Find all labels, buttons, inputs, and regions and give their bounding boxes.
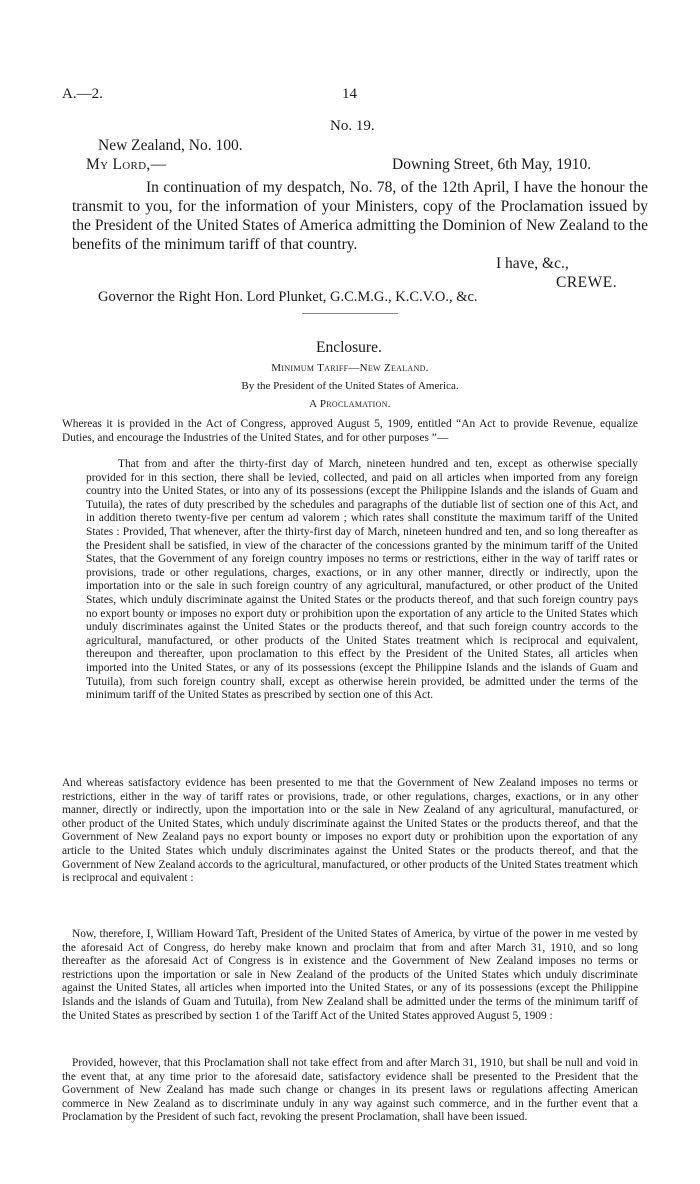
place-date: Downing Street, 6th May, 1910.	[392, 156, 592, 173]
despatch-number: No. 19.	[330, 118, 375, 134]
proclamation-paragraph: And whereas satisfactory evidence has been presented to me that the Government of New Zealand imposes no terms or restrictions, either in the way of tariff rates or provisions, trade, or other regulations, charges, exactions, or in any other manner, directly or indirectly, upon the importation into or the sale in New Zealand of any agricultural, manufactured, or other product of the United States, which unduly discriminate against the United States or the products thereof, and that the Government of New Zealand pays no export bounty or imposes no export duty or prohibition upon the exportation of any article to the United States which unduly discriminates against the United States or the products thereof, and that the Government of New Zealand accords to the agricultural, manufactured, or other products of the United States treatment which is reciprocal and equivalent :	[62, 777, 638, 885]
proclamation-paragraph: Now, therefore, I, William Howard Taft, President of the United States of America, by virtue of the power in me vested by the aforesaid Act of Congress, do hereby make known and proclaim that from and after March 31, 1910, and so long thereafter as the aforesaid Act of Congress is in existence and the Government of New Zealand imposes no terms or restrictions upon the importation or sale in New Zealand of the products of the United States which unduly discriminate against the United States, all articles when imported into the United States, or any of its possessions (except the Philippine Islands and the islands of Guam and Tutuila), from New Zealand shall be admitted under the terms of the minimum tariff of the United States as prescribed by section 1 of the Tariff Act of the United States approved August 5, 1909 :	[62, 928, 638, 1022]
despatch-body: In continuation of my despatch, No. 78, of the 12th April, I have the honour the transmit to you, for the information of your Ministers, copy of the Proclamation issued by the President of the United States of America admitting the Dominion of New Zealand to the benefits of the minimum tariff of that country.	[72, 179, 648, 253]
proclamation-paragraph: That from and after the thirty-first day of March, nineteen hundred and ten, except as otherwise specially provided for in this section, there shall be levied, collected, and paid on all articles when imported from any foreign country into the United States, or into any of its possessions (except the Philippine Islands and the islands of Guam and Tutuila), the rates of duty prescribed by the schedules and paragraphs of the dutiable list of section one of this Act, and in addition thereto twenty-five per centum ad valorem ; which rates shall constitute the maximum tariff of the United States : Provided, That whenever, after the thirty-first day of March, nineteen hundred and ten, and so long thereafter as the President shall be satisfied, in view of the character of the concessions granted by the minimum tariff of the United States, that the Government of any foreign country imposes no terms or restrictions, either in the way of tariff rates or provisions, trade or other regulations, charges, exactions, or in any other manner, directly or indirectly, upon the importation into or the sale in such foreign country of any agricultural, manufactured, or other product of the United States, which unduly discriminate against the United States or the products thereof, and that such foreign country pays no export bounty or imposes no export duty or prohibition upon the exportation of any article to the United States which unduly discriminates against the United States or the products thereof, and that such foreign country accords to the agricultural, manufactured, or other products of the United States treatment which is reciprocal and equivalent, thereupon and thereafter, upon proclamation to this effect by the President of the United States, all articles when imported into the United States, or any of its possessions (except the Philippine Islands and the islands of Guam and Tutuila), from such foreign country shall, except as otherwise herein provided, be admitted under the terms of the minimum tariff of the United States as prescribed by section one of this Act.	[86, 458, 638, 702]
enclosure-subtitle: Minimum Tariff—New Zealand.	[271, 362, 429, 374]
paper-reference: A.—2.	[62, 86, 103, 102]
salutation: My Lord,—	[86, 156, 167, 173]
signature: CREWE.	[556, 274, 618, 291]
despatch-reference: New Zealand, No. 100.	[98, 137, 243, 154]
enclosure-title: Enclosure.	[316, 339, 382, 356]
enclosure-byline: By the President of the United States of America.	[241, 380, 459, 392]
addressee: Governor the Right Hon. Lord Plunket, G.C.M.G., K.C.V.O., &c.	[98, 289, 478, 305]
page-number: 14	[342, 86, 357, 102]
section-divider	[302, 313, 398, 314]
proclamation-heading: A Proclamation.	[309, 398, 391, 410]
proclamation-paragraph: Provided, however, that this Proclamation shall not take effect from and after March 31, 1910, but shall be null and void in the event that, at any time prior to the aforesaid date, satisfactory evidence shall be presented to the President that the Government of New Zealand has made such change or changes in its present laws or regulations affecting American commerce in New Zealand as to discriminate unduly in any way against such commerce, and in the further event that a Proclamation by the President of such fact, revoking the present Proclamation, shall have been issued.	[62, 1057, 638, 1124]
proclamation-paragraph: Whereas it is provided in the Act of Congress, approved August 5, 1909, entitled “An Act to provide Revenue, equalize Duties, and encourage the Industries of the United States, and for other purposes ”—	[62, 418, 638, 444]
closing: I have, &c.,	[496, 255, 569, 272]
